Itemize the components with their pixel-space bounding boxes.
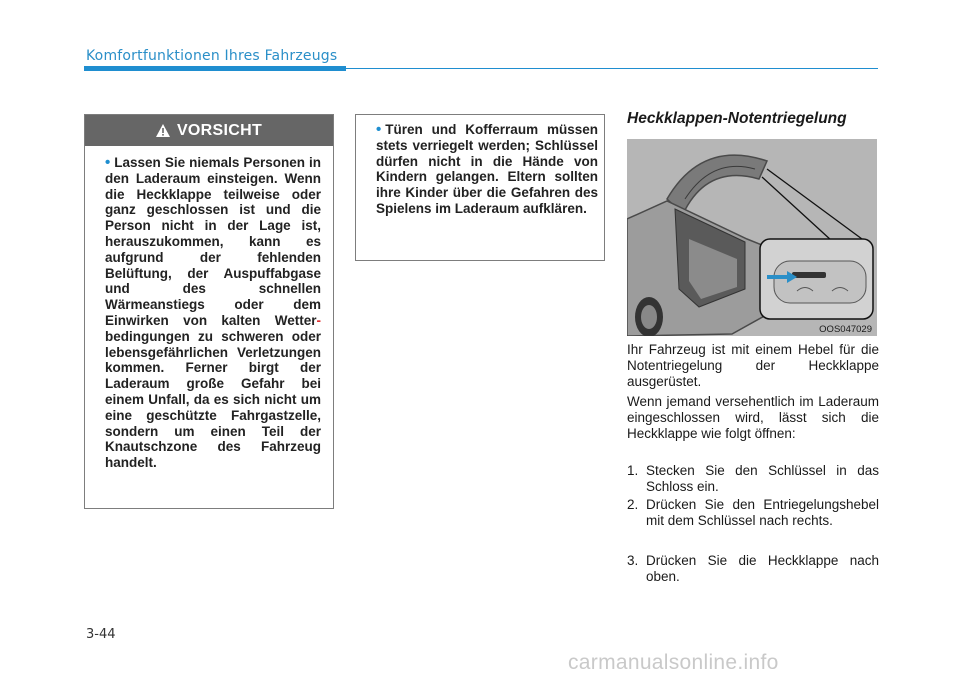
warning-text-part1: Lassen Sie niemals Personen in den Laderaum einsteigen. Wenn die Heckklappe teilweise oder ganz geschlossen ist und die Person nicht in der Lage ist, herauszukommen, kann es aufgrund der fehlenden Belüftung, der Auspuffabgase und des schnellen Wärmeanstiegs oder dem Einwirken von kalten Wetter (105, 155, 321, 328)
doors-text (376, 122, 598, 217)
step-text: Drücken Sie den Entriegelungshebel mit dem Schlüssel nach rechts. (646, 497, 879, 528)
paragraph-instructions: Wenn jemand versehentlich im Laderaum eingeschlossen wird, lässt sich die Heckklappe wie folgt öffnen: (627, 394, 879, 441)
step-number: 1. (627, 463, 639, 478)
step-text: Stecken Sie den Schlüssel in das Schloss ein. (646, 463, 879, 494)
section-title: Heckklappen-Notentriegelung (627, 110, 847, 127)
warning-heading (85, 115, 333, 146)
step-text: Drücken Sie die Heckklappe nach oben. (646, 553, 879, 584)
step-number: 2. (627, 497, 639, 512)
figure-code: OOS047029 (819, 324, 872, 335)
bullet-icon: • (105, 154, 111, 171)
warning-text-part2: bedingungen zu schweren oder lebensgefährlichen Verletzungen kommen. Ferner birgt der Laderaum große Gefahr bei einem Unfall, da es sich nicht um eine geschützte Fahrgastzelle, sondern um einen Teil der Knautschzone des Fahrzeug handelt. (105, 328, 321, 471)
car-tailgate-illustration (627, 139, 877, 336)
hyphen-mark: - (316, 312, 321, 328)
warning-box (84, 114, 334, 509)
warning-triangle-icon (156, 124, 170, 137)
step-number: 3. (627, 553, 639, 568)
step-item (627, 497, 879, 529)
warning-text (105, 155, 321, 471)
doors-caution-box (355, 114, 605, 261)
paragraph-intro: Ihr Fahrzeug ist mit einem Hebel für die Notentriegelung der Heckklappe ausgerüstet. (627, 342, 879, 389)
header-rule-line (346, 68, 878, 69)
tailgate-release-figure (627, 139, 877, 336)
step-item (627, 463, 879, 495)
section-header-title: Komfortfunktionen Ihres Fahrzeugs (86, 48, 338, 64)
page-number: 3-44 (86, 627, 116, 642)
header-rule-accent (84, 66, 346, 71)
doors-text-body: Türen und Kofferraum müssen stets verriegelt werden; Schlüssel dürfen nicht in die Hände von Kindern gelangen. Eltern sollten ihre Kinder über die Gefahren des Spielens im Laderaum aufklären. (376, 122, 598, 216)
bullet-icon: • (376, 121, 382, 138)
step-item (627, 553, 879, 585)
watermark-text: carmanualsonline.info (568, 651, 779, 674)
warning-heading-label: VORSICHT (176, 121, 263, 139)
